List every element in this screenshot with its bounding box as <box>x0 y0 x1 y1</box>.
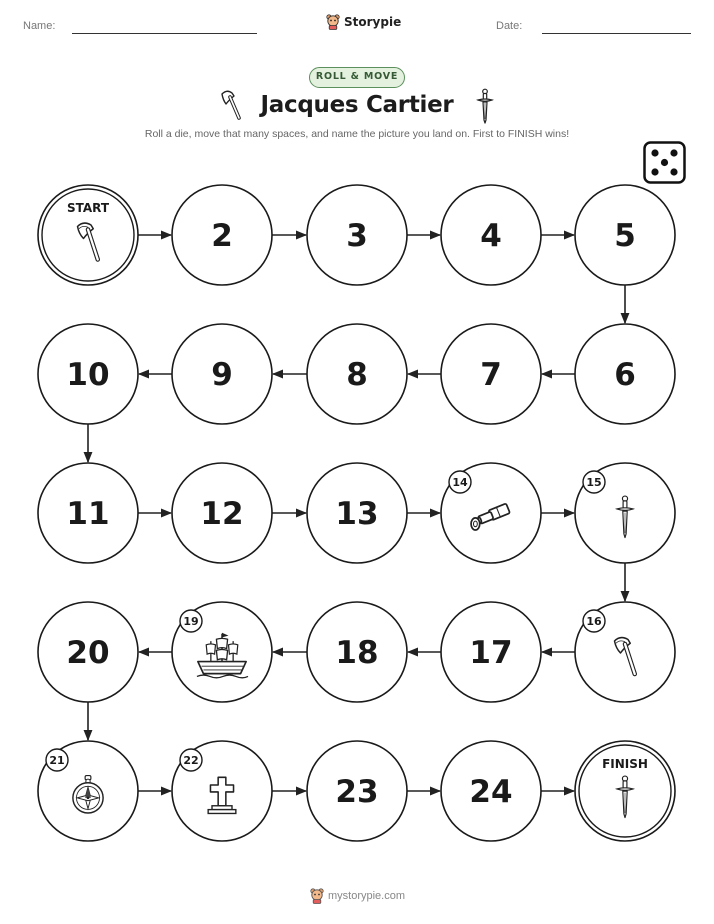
board-space <box>38 463 138 563</box>
space-label: START <box>66 201 110 215</box>
board-space <box>172 185 272 285</box>
space-number: 3 <box>346 218 368 254</box>
space-number: 20 <box>66 635 110 671</box>
board-space <box>575 463 675 563</box>
footer <box>310 888 405 904</box>
space-number: 21 <box>49 754 65 767</box>
board-space <box>441 324 541 424</box>
board-space <box>441 602 541 702</box>
board-space <box>307 602 407 702</box>
board-space <box>441 463 541 563</box>
space-number: 13 <box>335 496 379 532</box>
start-space <box>38 185 138 285</box>
board-space <box>575 185 675 285</box>
storypie-mascot-icon <box>310 888 324 904</box>
board-space <box>307 463 407 563</box>
space-number: 19 <box>183 615 199 628</box>
board-space <box>307 741 407 841</box>
space-number: 14 <box>452 476 468 489</box>
board-space <box>307 185 407 285</box>
board-space <box>38 741 138 841</box>
board-space <box>172 324 272 424</box>
space-number: 2 <box>211 218 233 254</box>
board-space <box>172 741 272 841</box>
board-space <box>575 324 675 424</box>
space-number: 24 <box>469 774 513 810</box>
space-number: 23 <box>335 774 379 810</box>
board-space <box>172 463 272 563</box>
space-number: 18 <box>335 635 379 671</box>
board-space <box>38 324 138 424</box>
board-space <box>307 324 407 424</box>
footer-url[interactable]: mystorypie.com <box>328 890 406 902</box>
space-number: 9 <box>211 357 233 393</box>
space-number: 17 <box>469 635 513 671</box>
space-number: 11 <box>66 496 110 532</box>
finish-space <box>575 741 675 841</box>
date-label: Date: <box>496 20 523 32</box>
board-space <box>575 602 675 702</box>
page-title: Jacques Cartier <box>260 92 454 118</box>
space-number: 12 <box>200 496 244 532</box>
name-label: Name: <box>23 20 56 32</box>
board-space <box>441 185 541 285</box>
game-type-badge: ROLL & MOVE <box>309 67 405 88</box>
space-number: 5 <box>614 218 636 254</box>
instructions-text: Roll a die, move that many spaces, and name the picture you land on. First to FINISH wins! <box>144 128 570 140</box>
brand-name: Storypie <box>344 15 402 29</box>
board-space <box>441 741 541 841</box>
space-number: 6 <box>614 357 636 393</box>
board-space <box>172 602 272 702</box>
space-number: 4 <box>480 218 502 254</box>
space-number: 7 <box>480 357 502 393</box>
board-spaces <box>38 185 675 841</box>
board-space <box>38 602 138 702</box>
space-number: 10 <box>66 357 110 393</box>
space-number: 8 <box>346 357 368 393</box>
space-number: 15 <box>586 476 602 489</box>
space-number: 22 <box>183 754 199 767</box>
space-number: 16 <box>586 615 602 628</box>
space-label: FINISH <box>602 757 648 771</box>
